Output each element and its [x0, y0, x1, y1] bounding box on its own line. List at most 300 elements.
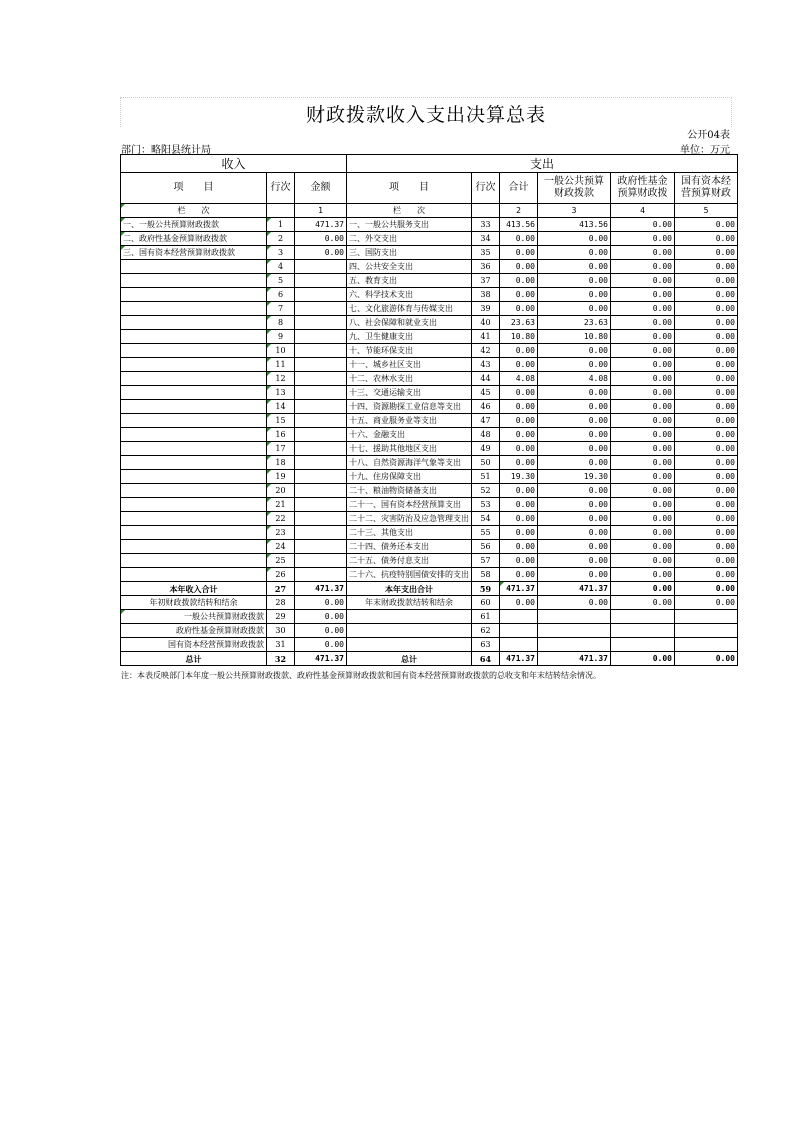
table-row-f: 0.00	[500, 400, 538, 414]
table-row-d: 十四、资源勘探工业信息等支出	[347, 400, 472, 414]
col-state: 国有资本经营预算财政	[675, 173, 738, 204]
carryover-row	[121, 624, 738, 638]
table-row-h: 0.00	[611, 330, 675, 344]
table-row-h: 0.00	[611, 400, 675, 414]
table-row-e: 43	[472, 358, 500, 372]
col-item: 项 目	[121, 173, 267, 204]
table-row	[121, 330, 738, 344]
table-row-d: 四、公共安全支出	[347, 260, 472, 274]
table-row-c	[295, 498, 347, 512]
table-row-g: 23.63	[538, 316, 611, 330]
table-row-d: 二、外交支出	[347, 232, 472, 246]
table-row-a	[121, 386, 267, 400]
table-row-d: 十八、自然资源海洋气象等支出	[347, 456, 472, 470]
table-row	[121, 456, 738, 470]
table-row-i: 0.00	[675, 526, 738, 540]
budget-table	[120, 154, 738, 666]
table-row-f: 0.00	[500, 526, 538, 540]
table-row-h: 0.00	[611, 456, 675, 470]
table-row-h: 0.00	[611, 260, 675, 274]
index-row-d: 栏 次	[347, 204, 472, 218]
table-row-c	[295, 400, 347, 414]
table-row-g: 0.00	[538, 540, 611, 554]
table-row-h: 0.00	[611, 274, 675, 288]
table-row	[121, 302, 738, 316]
table-row-a	[121, 498, 267, 512]
table-row-i: 0.00	[675, 232, 738, 246]
index-row-h: 4	[611, 204, 675, 218]
carryover-row-a: 政府性基金预算财政拨款	[121, 624, 267, 638]
table-row-i: 0.00	[675, 540, 738, 554]
table-row-f: 0.00	[500, 484, 538, 498]
col-item2: 项 目	[347, 173, 472, 204]
table-row	[121, 568, 738, 582]
table-row-i: 0.00	[675, 442, 738, 456]
table-row-d: 六、科学技术支出	[347, 288, 472, 302]
table-row-b: 2	[267, 232, 295, 246]
table-row-f: 0.00	[500, 288, 538, 302]
table-row-f: 0.00	[500, 274, 538, 288]
subtotal-row-c: 471.37	[295, 582, 347, 596]
table-row-b: 9	[267, 330, 295, 344]
total-row-e: 64	[472, 652, 500, 666]
carryover-row-h	[611, 624, 675, 638]
table-row-c	[295, 484, 347, 498]
table-row-c	[295, 302, 347, 316]
table-row-c	[295, 526, 347, 540]
index-row-g: 3	[538, 204, 611, 218]
table-row-e: 35	[472, 246, 500, 260]
table-row-c	[295, 386, 347, 400]
table-row-i: 0.00	[675, 484, 738, 498]
table-row-g: 19.30	[538, 470, 611, 484]
table-row-e: 54	[472, 512, 500, 526]
total-row-h: 0.00	[611, 652, 675, 666]
table-row-h: 0.00	[611, 232, 675, 246]
table-row-b: 24	[267, 540, 295, 554]
table-row-a	[121, 344, 267, 358]
table-row-a	[121, 540, 267, 554]
table-row-h: 0.00	[611, 484, 675, 498]
table-row-a	[121, 400, 267, 414]
income-header: 收入	[121, 155, 347, 173]
table-row-d: 二十三、其他支出	[347, 526, 472, 540]
table-row	[121, 400, 738, 414]
table-row-g: 0.00	[538, 400, 611, 414]
table-row-b: 1	[267, 218, 295, 232]
index-row-a: 栏 次	[121, 204, 267, 218]
total-row-f: 471.37	[500, 652, 538, 666]
table-row-e: 55	[472, 526, 500, 540]
table-row-b: 13	[267, 386, 295, 400]
table-row-a: 一、一般公共预算财政拨款	[121, 218, 267, 232]
table-row-i: 0.00	[675, 554, 738, 568]
table-row-h: 0.00	[611, 568, 675, 582]
table-row	[121, 428, 738, 442]
table-row-a: 三、国有资本经营预算财政拨款	[121, 246, 267, 260]
table-row-i: 0.00	[675, 218, 738, 232]
table-row-h: 0.00	[611, 526, 675, 540]
table-row-a	[121, 470, 267, 484]
table-row-c	[295, 540, 347, 554]
table-row-g: 0.00	[538, 568, 611, 582]
table-row-c	[295, 358, 347, 372]
carryover-row-c: 0.00	[295, 596, 347, 610]
table-row-b: 25	[267, 554, 295, 568]
page-title: 财政拨款收入支出决算总表	[305, 104, 546, 126]
table-row-a	[121, 526, 267, 540]
col-amount: 金额	[295, 173, 347, 204]
table-row-g: 0.00	[538, 498, 611, 512]
subtotal-row-b: 27	[267, 582, 295, 596]
table-row-g: 0.00	[538, 414, 611, 428]
table-row	[121, 442, 738, 456]
table-row-d: 一、一般公共服务支出	[347, 218, 472, 232]
department-label: 部门：略阳县统计局	[121, 145, 211, 156]
table-row-c	[295, 288, 347, 302]
table-row	[121, 316, 738, 330]
table-row-f: 0.00	[500, 260, 538, 274]
table-row-a: 二、政府性基金预算财政拨款	[121, 232, 267, 246]
table-row-a	[121, 512, 267, 526]
table-row-e: 45	[472, 386, 500, 400]
table-row-d: 十七、援助其他地区支出	[347, 442, 472, 456]
subtotal-row-g: 471.37	[538, 582, 611, 596]
table-row-b: 12	[267, 372, 295, 386]
table-row-g: 0.00	[538, 484, 611, 498]
unit-label: 单位：万元	[680, 145, 730, 156]
table-row-c	[295, 428, 347, 442]
index-row-e	[472, 204, 500, 218]
carryover-row-f	[500, 638, 538, 652]
table-row-a	[121, 316, 267, 330]
carryover-row-d	[347, 638, 472, 652]
table-row-d: 二十四、债务还本支出	[347, 540, 472, 554]
total-row-a: 总计	[121, 652, 267, 666]
carryover-row-b: 29	[267, 610, 295, 624]
table-row-i: 0.00	[675, 246, 738, 260]
table-row-d: 十二、农林水支出	[347, 372, 472, 386]
table-row-g: 10.80	[538, 330, 611, 344]
carryover-row-h: 0.00	[611, 596, 675, 610]
table-row-i: 0.00	[675, 428, 738, 442]
table-row-i: 0.00	[675, 498, 738, 512]
carryover-row	[121, 638, 738, 652]
table-row-b: 17	[267, 442, 295, 456]
table-row-b: 18	[267, 456, 295, 470]
table-row-g: 0.00	[538, 274, 611, 288]
table-row-h: 0.00	[611, 470, 675, 484]
table-row-c	[295, 344, 347, 358]
table-row-c: 471.37	[295, 218, 347, 232]
table-row-c	[295, 330, 347, 344]
table-row-h: 0.00	[611, 554, 675, 568]
table-row-e: 53	[472, 498, 500, 512]
table-row-e: 33	[472, 218, 500, 232]
col-line2: 行次	[472, 173, 500, 204]
table-row-b: 20	[267, 484, 295, 498]
carryover-row-d	[347, 624, 472, 638]
total-row	[121, 652, 738, 666]
table-row-g: 0.00	[538, 246, 611, 260]
table-row-i: 0.00	[675, 330, 738, 344]
carryover-row-b: 28	[267, 596, 295, 610]
table-row-h: 0.00	[611, 540, 675, 554]
carryover-row-a: 一般公共预算财政拨款	[121, 610, 267, 624]
table-row	[121, 358, 738, 372]
subtotal-row	[121, 582, 738, 596]
page-frame-top	[120, 97, 732, 98]
table-row-i: 0.00	[675, 470, 738, 484]
table-row-i: 0.00	[675, 414, 738, 428]
carryover-row-b: 31	[267, 638, 295, 652]
carryover-row-g	[538, 638, 611, 652]
subtotal-row-i: 0.00	[675, 582, 738, 596]
table-row-h: 0.00	[611, 218, 675, 232]
carryover-row-i	[675, 610, 738, 624]
table-row	[121, 484, 738, 498]
col-line: 行次	[267, 173, 295, 204]
table-row-g: 413.56	[538, 218, 611, 232]
table-row-f: 0.00	[500, 554, 538, 568]
table-row	[121, 498, 738, 512]
table-row-d: 十五、商业服务业等支出	[347, 414, 472, 428]
table-row-b: 6	[267, 288, 295, 302]
table-row-e: 36	[472, 260, 500, 274]
table-row-e: 57	[472, 554, 500, 568]
table-row-d: 二十、粮油物资储备支出	[347, 484, 472, 498]
table-row-g: 0.00	[538, 344, 611, 358]
table-row-d: 十三、交通运输支出	[347, 386, 472, 400]
table-row-g: 0.00	[538, 288, 611, 302]
table-row-e: 51	[472, 470, 500, 484]
table-row-g: 0.00	[538, 456, 611, 470]
table-row-a	[121, 414, 267, 428]
table-row-d: 十六、金融支出	[347, 428, 472, 442]
table-row-e: 41	[472, 330, 500, 344]
table-row-g: 0.00	[538, 554, 611, 568]
table-row-h: 0.00	[611, 288, 675, 302]
table-row-d: 七、文化旅游体育与传媒支出	[347, 302, 472, 316]
table-row-c	[295, 512, 347, 526]
carryover-row-g: 0.00	[538, 596, 611, 610]
table-row-i: 0.00	[675, 568, 738, 582]
table-row-f: 10.80	[500, 330, 538, 344]
table-row-a	[121, 330, 267, 344]
table-row-h: 0.00	[611, 414, 675, 428]
table-row-g: 0.00	[538, 302, 611, 316]
table-row-e: 38	[472, 288, 500, 302]
table-row-g: 0.00	[538, 512, 611, 526]
table-row-f: 0.00	[500, 232, 538, 246]
table-row-g: 0.00	[538, 526, 611, 540]
table-row-e: 48	[472, 428, 500, 442]
carryover-row-c: 0.00	[295, 638, 347, 652]
subtotal-row-a: 本年收入合计	[121, 582, 267, 596]
table-row-a	[121, 442, 267, 456]
table-row-d: 二十六、抗疫特别国债安排的支出	[347, 568, 472, 582]
table-row-h: 0.00	[611, 442, 675, 456]
table-row-b: 3	[267, 246, 295, 260]
table-row-e: 37	[472, 274, 500, 288]
carryover-row-a: 年初财政拨款结转和结余	[121, 596, 267, 610]
index-row-f: 2	[500, 204, 538, 218]
table-row-b: 10	[267, 344, 295, 358]
table-row-e: 52	[472, 484, 500, 498]
table-row-b: 16	[267, 428, 295, 442]
total-row-d: 总计	[347, 652, 472, 666]
carryover-row	[121, 610, 738, 624]
total-row-b: 32	[267, 652, 295, 666]
table-row-e: 56	[472, 540, 500, 554]
table-row-e: 50	[472, 456, 500, 470]
table-row-c	[295, 316, 347, 330]
carryover-row-b: 30	[267, 624, 295, 638]
table-row-b: 8	[267, 316, 295, 330]
table-row-d: 十一、城乡社区支出	[347, 358, 472, 372]
index-row-c: 1	[295, 204, 347, 218]
carryover-row-f	[500, 624, 538, 638]
table-row-g: 0.00	[538, 386, 611, 400]
carryover-row-i	[675, 624, 738, 638]
table-row-a	[121, 274, 267, 288]
table-row-f: 0.00	[500, 386, 538, 400]
carryover-row-d	[347, 610, 472, 624]
table-row-a	[121, 372, 267, 386]
table-row-g: 0.00	[538, 358, 611, 372]
table-row-f: 23.63	[500, 316, 538, 330]
total-row-c: 471.37	[295, 652, 347, 666]
expense-header: 支出	[347, 155, 738, 173]
carryover-row-f: 0.00	[500, 596, 538, 610]
table-row-i: 0.00	[675, 386, 738, 400]
index-row-b	[267, 204, 295, 218]
table-row-i: 0.00	[675, 344, 738, 358]
table-row-c	[295, 456, 347, 470]
table-row-b: 23	[267, 526, 295, 540]
table-row-i: 0.00	[675, 372, 738, 386]
subtotal-row-e: 59	[472, 582, 500, 596]
table-row-h: 0.00	[611, 344, 675, 358]
table-row-b: 26	[267, 568, 295, 582]
table-row-a	[121, 260, 267, 274]
table-row-d: 二十一、国有资本经营预算支出	[347, 498, 472, 512]
table-row	[121, 414, 738, 428]
table-row-a	[121, 428, 267, 442]
table-row-b: 21	[267, 498, 295, 512]
table-row-c: 0.00	[295, 246, 347, 260]
table-row-f: 0.00	[500, 442, 538, 456]
table-row-h: 0.00	[611, 316, 675, 330]
table-row-e: 46	[472, 400, 500, 414]
table-row-f: 19.30	[500, 470, 538, 484]
table-row-b: 7	[267, 302, 295, 316]
table-row	[121, 512, 738, 526]
table-row-h: 0.00	[611, 498, 675, 512]
table-row-h: 0.00	[611, 358, 675, 372]
table-row-g: 0.00	[538, 442, 611, 456]
table-row-f: 0.00	[500, 414, 538, 428]
subtotal-row-h: 0.00	[611, 582, 675, 596]
table-row-i: 0.00	[675, 400, 738, 414]
table-row-h: 0.00	[611, 512, 675, 526]
carryover-row-c: 0.00	[295, 610, 347, 624]
table-row	[121, 288, 738, 302]
table-row-f: 0.00	[500, 512, 538, 526]
carryover-row-i	[675, 638, 738, 652]
table-row-f: 413.56	[500, 218, 538, 232]
table-row	[121, 344, 738, 358]
total-row-g: 471.37	[538, 652, 611, 666]
table-row-a	[121, 554, 267, 568]
table-row-d: 八、社会保障和就业支出	[347, 316, 472, 330]
carryover-row-e: 63	[472, 638, 500, 652]
carryover-row-g	[538, 624, 611, 638]
carryover-row-d: 年末财政拨款结转和结余	[347, 596, 472, 610]
table-row-a	[121, 302, 267, 316]
table-row	[121, 540, 738, 554]
table-row-b: 4	[267, 260, 295, 274]
table-row	[121, 274, 738, 288]
col-fund: 政府性基金预算财政拨	[611, 173, 675, 204]
table-row-g: 0.00	[538, 232, 611, 246]
carryover-row-a: 国有资本经营预算财政拨款	[121, 638, 267, 652]
col-total: 合计	[500, 173, 538, 204]
table-row-c	[295, 470, 347, 484]
table-row-h: 0.00	[611, 302, 675, 316]
table-row-b: 5	[267, 274, 295, 288]
table-row-f: 0.00	[500, 302, 538, 316]
table-row-i: 0.00	[675, 316, 738, 330]
table-row-c	[295, 274, 347, 288]
table-row-c	[295, 442, 347, 456]
table-row-c	[295, 260, 347, 274]
table-row-b: 22	[267, 512, 295, 526]
carryover-row-h	[611, 638, 675, 652]
carryover-row-e: 62	[472, 624, 500, 638]
table-row	[121, 554, 738, 568]
table-row	[121, 386, 738, 400]
table-row-f: 0.00	[500, 568, 538, 582]
table-row-f: 0.00	[500, 246, 538, 260]
table-row-h: 0.00	[611, 246, 675, 260]
table-row-a	[121, 288, 267, 302]
table-row-e: 47	[472, 414, 500, 428]
table-row-b: 15	[267, 414, 295, 428]
table-row-a	[121, 456, 267, 470]
table-row-f: 0.00	[500, 498, 538, 512]
carryover-row-e: 61	[472, 610, 500, 624]
table-row-g: 0.00	[538, 428, 611, 442]
table-row	[121, 526, 738, 540]
table-row-i: 0.00	[675, 358, 738, 372]
table-row-c	[295, 568, 347, 582]
table-row-i: 0.00	[675, 456, 738, 470]
table-row-c	[295, 554, 347, 568]
footnote: 注：本表反映部门本年度一般公共预算财政拨款、政府性基金预算财政拨款和国有资本经营预算财政拨款的总收支和年末结转结余情况。	[121, 671, 601, 680]
table-row-b: 11	[267, 358, 295, 372]
table-row-d: 九、卫生健康支出	[347, 330, 472, 344]
table-row-i: 0.00	[675, 512, 738, 526]
carryover-row-h	[611, 610, 675, 624]
table-row-e: 44	[472, 372, 500, 386]
table-row	[121, 246, 738, 260]
table-row-d: 三、国防支出	[347, 246, 472, 260]
table-row	[121, 470, 738, 484]
carryover-row-f	[500, 610, 538, 624]
table-row	[121, 218, 738, 232]
table-row-f: 0.00	[500, 344, 538, 358]
